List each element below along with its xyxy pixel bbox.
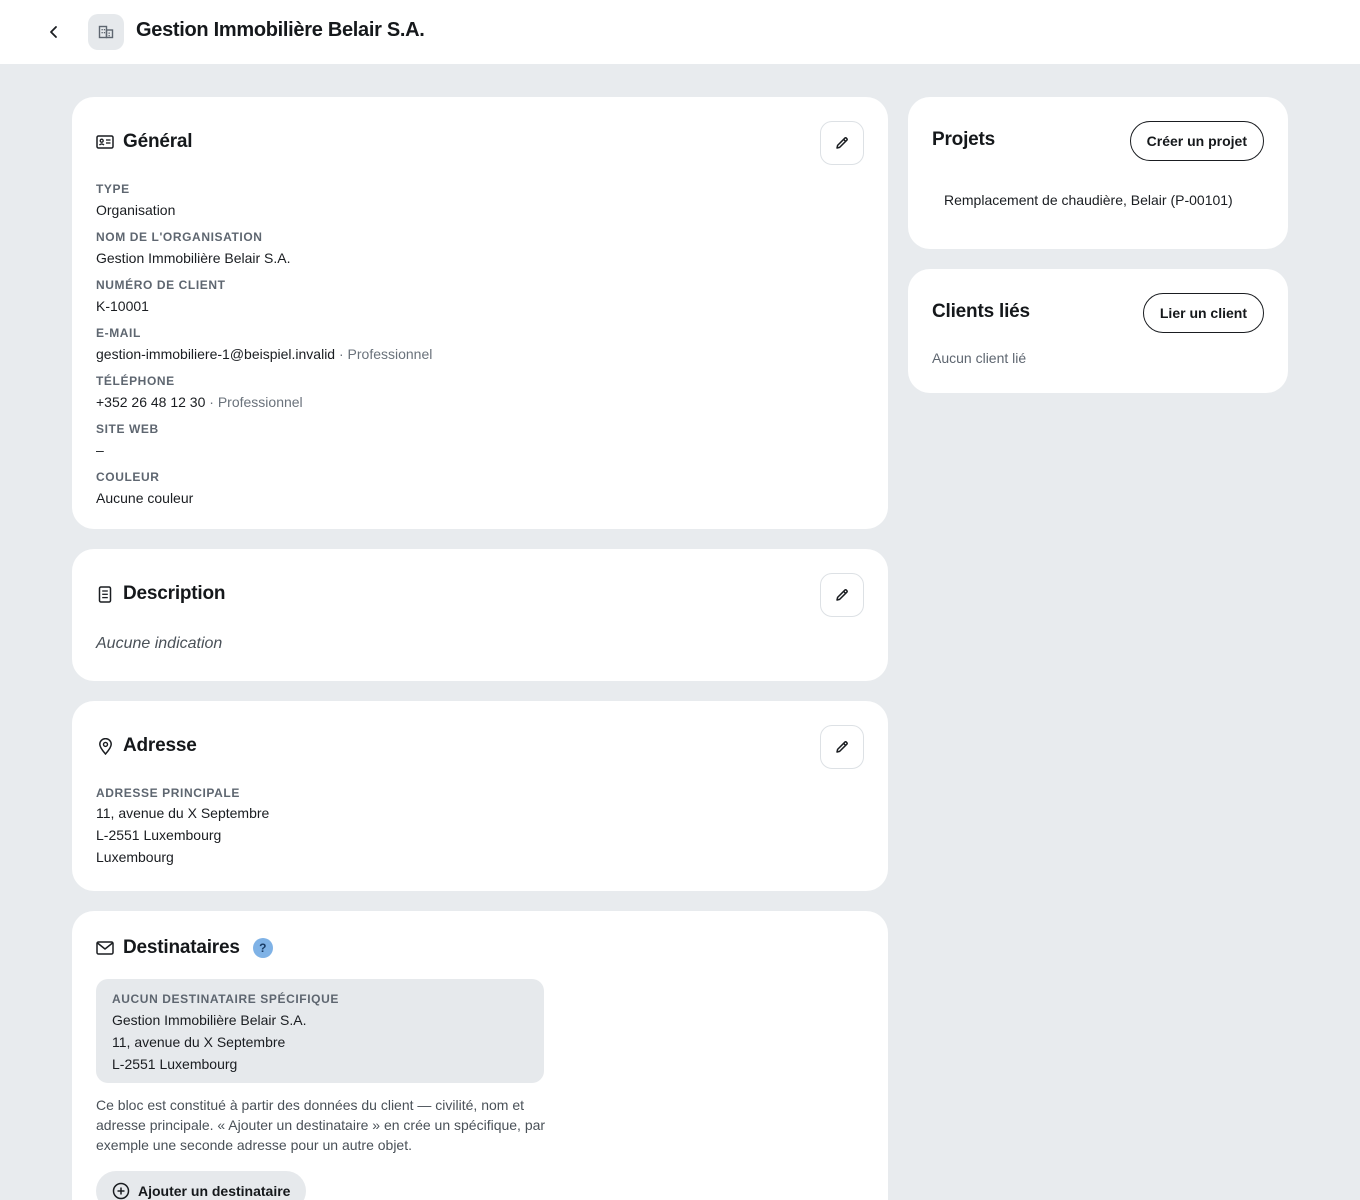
recipients-header	[96, 937, 273, 959]
field-label: COULEUR	[96, 470, 160, 484]
project-item[interactable]: Remplacement de chaudière, Belair (P-00101)	[944, 192, 1233, 208]
address-line: 11, avenue du X Septembre	[96, 805, 270, 821]
pencil-icon	[834, 587, 850, 603]
address-line: Luxembourg	[96, 849, 174, 865]
building-icon	[97, 23, 115, 41]
field-type	[96, 182, 175, 220]
description-header	[96, 583, 225, 605]
field-label: TYPE	[96, 182, 130, 196]
field-label: NUMÉRO DE CLIENT	[96, 278, 226, 292]
edit-general-button[interactable]	[820, 121, 864, 165]
mail-icon	[96, 939, 114, 957]
recipient-line: Gestion Immobilière Belair S.A.	[112, 1012, 307, 1028]
chevron-left-icon	[46, 24, 62, 40]
map-pin-icon	[96, 737, 114, 755]
description-card	[72, 549, 888, 681]
field-label: E-MAIL	[96, 326, 141, 340]
description-value: Aucune indication	[96, 635, 223, 652]
address-title: Adresse	[123, 735, 197, 756]
address-header	[96, 735, 197, 757]
document-icon	[96, 585, 114, 603]
address-card	[72, 701, 888, 891]
field-phone	[96, 374, 303, 412]
field-value: –	[96, 442, 104, 458]
linked-clients-title: Clients liés	[932, 301, 1030, 322]
help-icon[interactable]: ?	[253, 938, 273, 958]
default-recipient-box	[96, 979, 544, 1083]
field-website	[96, 422, 159, 460]
email-link[interactable]: gestion-immobiliere-1@beispiel.invalid	[96, 346, 336, 362]
field-email	[96, 326, 432, 364]
recipients-title: Destinataires	[123, 937, 240, 958]
plus-circle-icon	[112, 1182, 130, 1200]
field-label: TÉLÉPHONE	[96, 374, 175, 388]
field-value: Gestion Immobilière Belair S.A.	[96, 250, 291, 266]
email-qualifier: · Professionnel	[335, 346, 433, 362]
general-title: Général	[123, 131, 193, 152]
add-recipient-label: Ajouter un destinataire	[138, 1183, 291, 1199]
add-recipient-button[interactable]	[96, 1171, 306, 1200]
edit-description-button[interactable]	[820, 573, 864, 617]
field-client-number	[96, 278, 226, 316]
recipient-box-label: AUCUN DESTINATAIRE SPÉCIFIQUE	[112, 992, 339, 1006]
field-value: K-10001	[96, 298, 149, 314]
page-title: Gestion Immobilière Belair S.A.	[136, 19, 425, 41]
description-title: Description	[123, 583, 226, 604]
link-client-button[interactable]: Lier un client	[1143, 293, 1264, 333]
general-card	[72, 97, 888, 529]
field-main-address	[96, 786, 269, 868]
recipient-line: L-2551 Luxembourg	[112, 1056, 238, 1072]
back-button[interactable]	[40, 18, 68, 46]
create-project-button[interactable]: Créer un projet	[1130, 121, 1264, 161]
field-value: Organisation	[96, 202, 176, 218]
linked-clients-empty: Aucun client lié	[932, 350, 1027, 366]
pencil-icon	[834, 135, 850, 151]
field-label: ADRESSE PRINCIPALE	[96, 786, 240, 800]
field-value	[96, 344, 432, 364]
top-bar	[0, 0, 1360, 64]
pencil-icon	[834, 739, 850, 755]
field-label: NOM DE L'ORGANISATION	[96, 230, 263, 244]
recipients-help-text: Ce bloc est constitué à partir des données du client — civilité, nom et adresse principale. « Ajouter un destinataire » en crée un spécifique, par exemple une seconde adresse pour un autre objet.	[96, 1097, 546, 1153]
general-header	[96, 131, 192, 153]
edit-address-button[interactable]	[820, 725, 864, 769]
entity-icon-box	[88, 14, 124, 50]
field-color	[96, 470, 193, 508]
field-label: SITE WEB	[96, 422, 159, 436]
field-value	[96, 392, 303, 412]
projects-card	[908, 97, 1288, 249]
phone-link[interactable]: +352 26 48 12 30	[96, 394, 206, 410]
field-value: Aucune couleur	[96, 490, 194, 506]
address-line: L-2551 Luxembourg	[96, 827, 222, 843]
recipients-card	[72, 911, 888, 1200]
linked-clients-card	[908, 269, 1288, 393]
phone-qualifier: · Professionnel	[205, 394, 303, 410]
field-org-name	[96, 230, 291, 268]
recipient-line: 11, avenue du X Septembre	[112, 1034, 286, 1050]
projects-title: Projets	[932, 129, 996, 150]
id-card-icon	[96, 133, 114, 151]
